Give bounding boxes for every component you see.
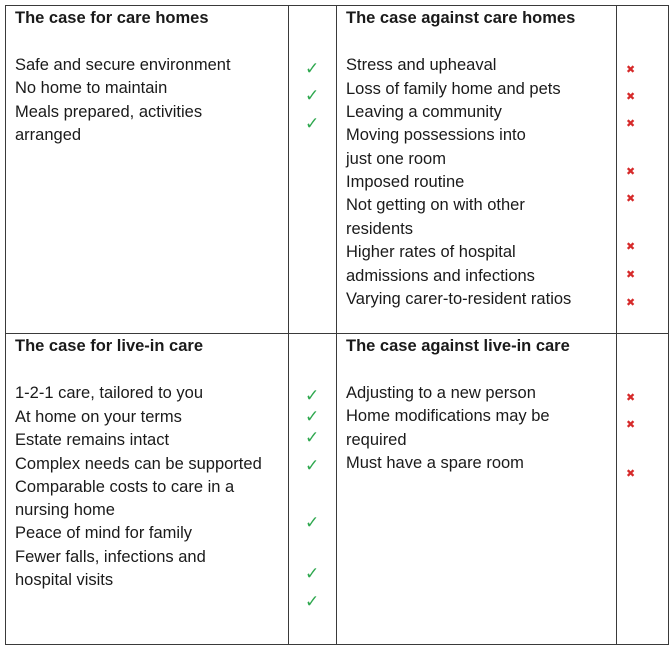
list-item: Higher rates of hospital [346, 243, 516, 261]
list-item: required [346, 431, 407, 449]
check-icon: ✓ [305, 456, 320, 476]
cross-icon: ✖ [626, 467, 636, 480]
cross-icon: ✖ [626, 90, 636, 103]
list-item: Meals prepared, activities [15, 103, 203, 121]
list-item: admissions and infections [346, 267, 535, 285]
table-column-divider [616, 5, 617, 645]
table-border-left [5, 5, 6, 645]
table-column-divider [336, 5, 337, 645]
list-item: Estate remains intact [15, 431, 170, 449]
table-border-top [5, 5, 669, 6]
list-item: 1-2-1 care, tailored to you [15, 384, 204, 402]
list-item: Not getting on with other [346, 196, 525, 214]
list-item: Stress and upheaval [346, 56, 497, 74]
cross-icon: ✖ [626, 63, 636, 76]
list-item: Safe and secure environment [15, 56, 231, 74]
table-border-bottom [5, 644, 669, 645]
check-icon: ✓ [305, 386, 320, 406]
list-item: Moving possessions into [346, 126, 526, 144]
list-item: Leaving a community [346, 103, 502, 121]
list-item: Imposed routine [346, 173, 465, 191]
table-row-divider [5, 333, 669, 334]
live-in-care-for-heading: The case for live-in care [15, 337, 204, 355]
care-homes-against-heading: The case against care homes [346, 9, 576, 27]
cross-icon: ✖ [626, 391, 636, 404]
list-item: Must have a spare room [346, 454, 524, 472]
care-homes-for-heading: The case for care homes [15, 9, 209, 27]
cross-icon: ✖ [626, 117, 636, 130]
check-icon: ✓ [305, 86, 320, 106]
list-item: Home modifications may be [346, 407, 550, 425]
table-column-divider [288, 5, 289, 645]
check-icon: ✓ [305, 114, 320, 134]
list-item: No home to maintain [15, 79, 168, 97]
list-item: Complex needs can be supported [15, 455, 262, 473]
check-icon: ✓ [305, 428, 320, 448]
list-item: Loss of family home and pets [346, 80, 561, 98]
check-icon: ✓ [305, 59, 320, 79]
list-item: just one room [346, 150, 446, 168]
check-icon: ✓ [305, 592, 320, 612]
list-item: nursing home [15, 501, 115, 519]
cross-icon: ✖ [626, 165, 636, 178]
check-icon: ✓ [305, 407, 320, 427]
list-item: Fewer falls, infections and [15, 548, 206, 566]
list-item: Varying carer-to-resident ratios [346, 290, 572, 308]
cross-icon: ✖ [626, 268, 636, 281]
list-item: arranged [15, 126, 82, 144]
cross-icon: ✖ [626, 192, 636, 205]
list-item: Adjusting to a new person [346, 384, 536, 402]
list-item: hospital visits [15, 571, 114, 589]
list-item: Comparable costs to care in a [15, 478, 235, 496]
cross-icon: ✖ [626, 296, 636, 309]
list-item: Peace of mind for family [15, 524, 192, 542]
check-icon: ✓ [305, 513, 320, 533]
live-in-care-against-heading: The case against live-in care [346, 337, 570, 355]
cross-icon: ✖ [626, 240, 636, 253]
list-item: residents [346, 220, 413, 238]
cross-icon: ✖ [626, 418, 636, 431]
list-item: At home on your terms [15, 408, 182, 426]
table-border-right [668, 5, 669, 645]
check-icon: ✓ [305, 564, 320, 584]
